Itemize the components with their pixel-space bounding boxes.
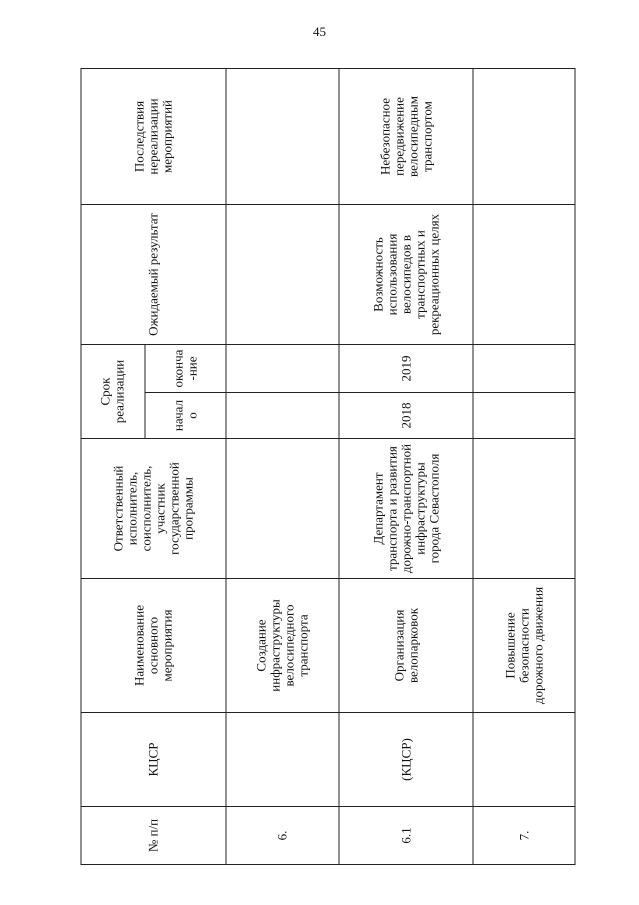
header-kcsr: КЦСР <box>81 713 226 807</box>
row-name: Повышение безопасности дорожного движения <box>473 579 575 713</box>
header-start: начало <box>145 393 226 439</box>
header-name: Наименование основного мероприятия <box>81 579 226 713</box>
table-row <box>339 69 474 865</box>
row-num: 7. <box>473 807 575 865</box>
row-kcsr <box>473 713 575 807</box>
row-start: 2018 <box>339 393 474 439</box>
header-consequences: Последствия нереализации мероприятий <box>81 69 226 205</box>
table-row <box>473 69 575 865</box>
row-num: 6.1 <box>339 807 474 865</box>
measures-table <box>81 68 576 865</box>
row-end <box>226 345 339 393</box>
row-responsible <box>473 439 575 579</box>
row-result: Возможность использования велосипедов в транспортных и рекреационных целях <box>339 205 474 345</box>
row-end <box>473 345 575 393</box>
header-end: оконча-ние <box>145 345 226 393</box>
row-result <box>226 205 339 345</box>
row-start <box>473 393 575 439</box>
header-period: Срок реализации <box>81 345 145 439</box>
row-kcsr <box>226 713 339 807</box>
row-start <box>226 393 339 439</box>
header-row <box>81 69 145 865</box>
row-consequences: Небезопасное передвижение велосипедным транспортом <box>339 69 474 205</box>
row-consequences <box>473 69 575 205</box>
row-name: Создание инфраструктуры велосипедного транспорта <box>226 579 339 713</box>
row-result <box>473 205 575 345</box>
row-num: 6. <box>226 807 339 865</box>
page-number: 45 <box>313 24 326 39</box>
header-num: № п/п <box>81 807 226 865</box>
table-row <box>226 69 339 865</box>
header-responsible: Ответственный исполнитель, соисполнитель, участник государственной программы <box>81 439 226 579</box>
row-end: 2019 <box>339 345 474 393</box>
row-kcsr: (КЦСР) <box>339 713 474 807</box>
row-consequences <box>226 69 339 205</box>
row-name: Организация велопарковок <box>339 579 474 713</box>
row-responsible: Департамент транспорта и развития дорожно-транспортной инфраструктуры города Севастополя <box>339 439 474 579</box>
header-result: Ожидаемый результат <box>81 205 226 345</box>
row-responsible <box>226 439 339 579</box>
measures-table-rotated <box>81 69 576 865</box>
